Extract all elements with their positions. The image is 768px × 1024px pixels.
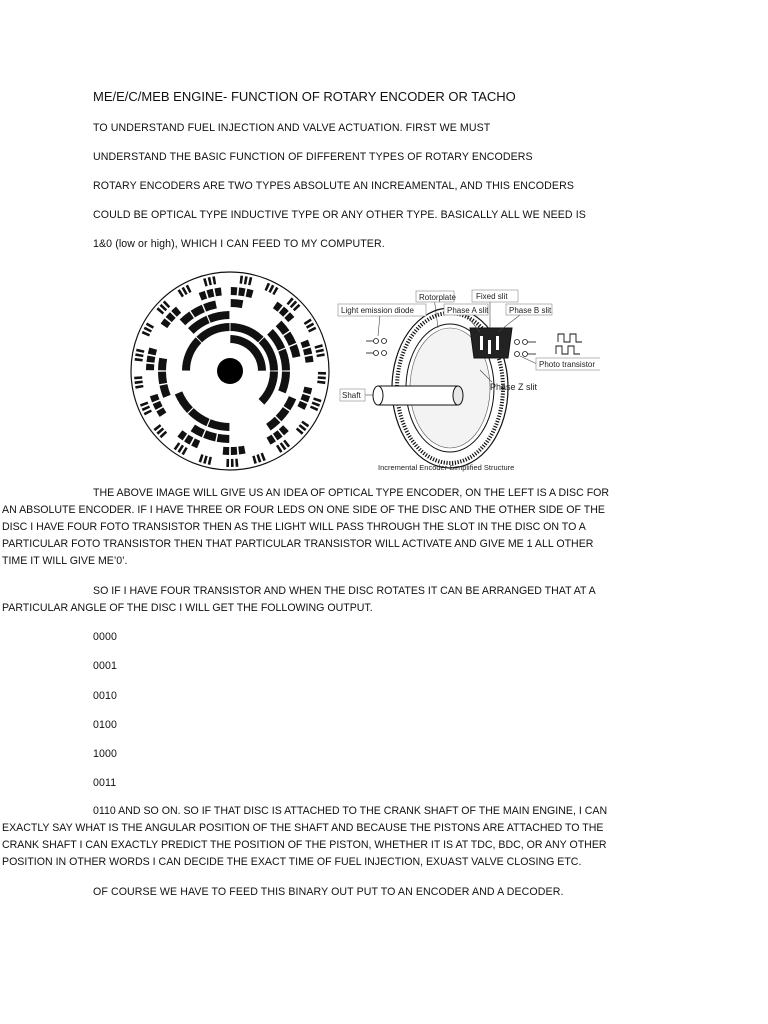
disc-hub xyxy=(217,358,243,384)
paragraph-2-first-line: SO IF I HAVE FOUR TRANSISTOR AND WHEN THE DISC ROTATES IT CAN BE ARRANGED THAT AT A xyxy=(93,585,596,597)
disc-segment xyxy=(305,355,314,362)
disc-segment xyxy=(310,406,318,412)
document-title: ME/E/C/MEB ENGINE- FUNCTION OF ROTARY ENCODER OR TACHO xyxy=(93,89,516,104)
disc-segment xyxy=(256,454,261,462)
paragraph-2 xyxy=(2,583,612,617)
paragraph-3-first-line: 0110 AND SO ON. SO IF THAT DISC IS ATTACHED TO THE CRANK SHAFT OF THE MAIN ENGINE, I CAN xyxy=(93,805,608,817)
disc-segment xyxy=(135,381,143,385)
disc-segment xyxy=(231,299,244,308)
disc-segment xyxy=(235,459,238,467)
disc-segment xyxy=(238,287,245,296)
label-fixed-slit: Fixed slit xyxy=(476,292,508,301)
disc-segment xyxy=(252,455,257,463)
disc-segment xyxy=(146,355,155,362)
disc-segment xyxy=(231,459,234,467)
binary-code-1: 0000 xyxy=(93,631,117,643)
disc-segment xyxy=(135,358,143,362)
figure-caption: Incremental Encoder Simplified Structure xyxy=(378,463,515,472)
disc-segment xyxy=(136,349,144,353)
label-rotorplate: Rotorplate xyxy=(419,293,456,302)
disc-segment xyxy=(276,407,290,421)
intro-line-1: TO UNDERSTAND FUEL INJECTION AND VALVE ACTUATION. FIRST WE MUST xyxy=(93,122,491,134)
disc-segment xyxy=(314,344,322,349)
disc-segment xyxy=(318,372,326,375)
disc-segment xyxy=(297,401,307,410)
disc-segment xyxy=(259,371,278,404)
intro-line-4: COULD BE OPTICAL TYPE INDUCTIVE TYPE OR ANY OTHER TYPE. BASICALLY ALL WE NEED IS xyxy=(93,209,586,221)
disc-segment xyxy=(214,287,221,296)
disc-segment xyxy=(191,305,205,318)
label-phase-z-slit: Phase Z slit xyxy=(490,382,538,392)
disc-segment xyxy=(203,301,217,312)
binary-code-4: 0100 xyxy=(93,719,117,731)
disc-segment xyxy=(313,397,321,402)
disc-segment xyxy=(208,277,212,285)
disc-segment xyxy=(142,406,150,412)
disc-segment xyxy=(158,372,167,385)
disc-segment xyxy=(217,434,230,443)
disc-segment xyxy=(231,447,238,455)
disc-segment xyxy=(158,358,167,371)
disc-segment xyxy=(284,332,297,346)
disc-segment xyxy=(208,457,212,465)
disc-segment xyxy=(175,391,193,413)
intro-line-2: UNDERSTAND THE BASIC FUNCTION OF DIFFERENT TYPES OF ROTARY ENCODERS xyxy=(93,151,533,163)
disc-segment xyxy=(191,438,200,448)
disc-segment xyxy=(208,311,230,323)
disc-segment xyxy=(208,419,230,431)
disc-segment xyxy=(203,430,217,441)
paragraph-2-body: PARTICULAR ANGLE OF THE DISC I WILL GET THE FOLLOWING OUTPUT. xyxy=(2,602,373,614)
disc-segment xyxy=(191,425,205,438)
disc-segment xyxy=(244,276,248,284)
binary-code-3: 0010 xyxy=(93,690,117,702)
disc-segment xyxy=(146,364,154,371)
disc-segment xyxy=(301,394,311,403)
intro-line-5: 1&0 (low or high), WHICH I CAN FEED TO MY COMPUTER. xyxy=(93,238,385,250)
label-phase-b-slit: Phase B slit xyxy=(509,306,552,315)
disc-segment xyxy=(177,430,187,440)
encoder-illustration xyxy=(120,270,600,480)
disc-segment xyxy=(153,401,163,410)
disc-segment xyxy=(284,396,297,410)
disc-segment xyxy=(261,453,266,461)
disc-segment xyxy=(266,417,280,431)
paragraph-4: OF COURSE WE HAVE TO FEED THIS BINARY OUT PUT TO AN ENCODER AND A DECODER. xyxy=(93,886,564,898)
disc-segment xyxy=(303,387,312,395)
disc-segment xyxy=(317,381,325,385)
binary-code-2: 0001 xyxy=(93,660,117,672)
label-phase-a-slit: Phase A slit xyxy=(447,306,489,315)
label-shaft: Shaft xyxy=(342,391,361,400)
paragraph-3 xyxy=(2,803,612,871)
disc-segment xyxy=(142,331,150,337)
disc-segment xyxy=(140,402,148,407)
disc-segment xyxy=(150,394,160,403)
disc-segment xyxy=(276,321,290,335)
disc-segment xyxy=(316,353,324,357)
disc-segment xyxy=(180,312,194,326)
absolute-encoder-disc xyxy=(131,272,329,470)
disc-segment xyxy=(156,408,166,417)
disc-segment xyxy=(238,446,245,455)
label-photo-transistor: Photo transistor xyxy=(539,360,596,369)
disc-segment xyxy=(265,283,271,291)
binary-code-5: 1000 xyxy=(93,748,117,760)
paragraph-3-body: EXACTLY SAY WHAT IS THE ANGULAR POSITION OF THE SHAFT AND BECAUSE THE PISTONS ARE ATTACHED TO THE CRANK SHAFT I CAN EXACTLY PREDICT THE POSITION OF THE PISTON, WHETHER IT IS AT TDC, BDC, OR ANY OTHER POSITION IN OTHER WORDS I CAN DECIDE THE EXACT TIME OF FUEL INJECTION, EXUAST VALVE CLOSING ETC. xyxy=(2,822,607,868)
disc-segment xyxy=(226,459,229,467)
disc-segment xyxy=(134,376,142,379)
binary-code-6: 0011 xyxy=(93,777,117,789)
disc-segment xyxy=(135,385,143,389)
disc-segment xyxy=(231,287,238,295)
disc-segment xyxy=(188,408,210,426)
disc-segment xyxy=(316,349,324,353)
disc-segment xyxy=(148,347,157,355)
intro-line-3: ROTARY ENCODERS ARE TWO TYPES ABSOLUTE AN INCREAMENTAL, AND THIS ENCODERS xyxy=(93,180,574,192)
disc-segment xyxy=(199,291,208,301)
disc-segment xyxy=(199,454,204,462)
paragraph-1 xyxy=(2,485,612,570)
disc-segment xyxy=(303,347,312,355)
disc-segment xyxy=(240,276,244,284)
encoder-figure xyxy=(120,270,600,480)
incremental-encoder-diagram xyxy=(338,290,600,472)
disc-segment xyxy=(212,276,216,284)
disc-segment xyxy=(160,384,171,398)
disc-segment xyxy=(206,289,214,298)
disc-segment xyxy=(248,277,252,285)
disc-segment xyxy=(312,402,320,407)
label-light-emission-diode: Light emission diode xyxy=(341,306,414,315)
disc-segment xyxy=(301,340,311,349)
disc-segment xyxy=(278,372,290,394)
disc-segment xyxy=(246,289,254,298)
disc-segment xyxy=(203,278,208,286)
disc-segment xyxy=(135,353,143,357)
disc-segment xyxy=(203,455,208,463)
disc-segment xyxy=(289,344,300,358)
paragraph-1-body: AN ABSOLUTE ENCODER. IF I HAVE THREE OR FOUR LEDS ON ONE SIDE OF THE DISC AND THE OTHER SIDE OF THE DISC I HAVE FOUR FOTO TRANSISTOR THEN AS THE LIGHT WILL PASS THROUGH THE SLOT IN THE DISC ON TO A PARTICULAR FOTO TRANSISTOR THEN THAT PARTICULAR TRANSISTOR WILL ACTIVATE AND GIVE ME 1 ALL OTHER TIME IT WILL GIVE ME’0’. xyxy=(2,504,605,567)
disc-segment xyxy=(223,447,230,455)
disc-segment xyxy=(318,376,326,379)
paragraph-1-first-line: THE ABOVE IMAGE WILL GIVE US AN IDEA OF OPTICAL TYPE ENCODER, ON THE LEFT IS A DISC FOR xyxy=(93,487,610,499)
disc-segment xyxy=(278,349,290,371)
disc-segment xyxy=(182,337,201,370)
disc-segment xyxy=(144,409,152,415)
